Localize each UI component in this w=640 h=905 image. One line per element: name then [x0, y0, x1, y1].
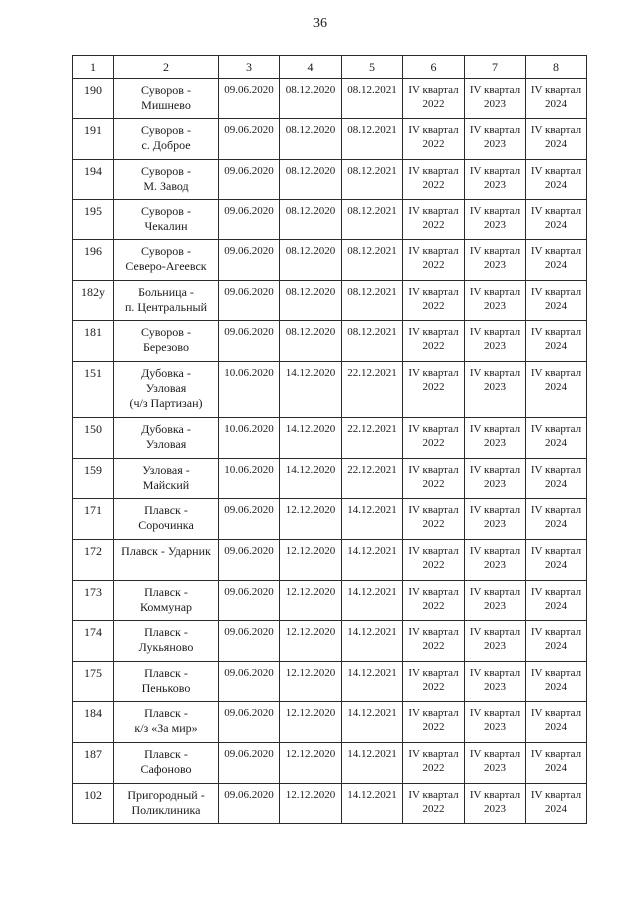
quarter-cell: IV квартал 2024 — [526, 743, 587, 784]
quarter-cell: IV квартал 2022 — [403, 621, 465, 662]
row-number: 102 — [73, 784, 114, 824]
route-name: Плавск - Коммунар — [114, 581, 219, 621]
quarter-cell: IV квартал 2024 — [526, 621, 587, 662]
quarter-cell: IV квартал 2024 — [526, 79, 587, 119]
table-row — [73, 119, 587, 160]
date-cell: 14.12.2021 — [342, 662, 403, 702]
route-name: Плавск - Ударник — [114, 540, 219, 581]
header-row — [73, 56, 587, 79]
quarter-cell: IV квартал 2022 — [403, 459, 465, 499]
quarter-cell: IV квартал 2023 — [465, 79, 526, 119]
date-cell: 10.06.2020 — [219, 459, 280, 499]
date-cell: 08.12.2021 — [342, 321, 403, 362]
route-name: Дубовка - Узловая — [114, 418, 219, 459]
date-cell: 22.12.2021 — [342, 418, 403, 459]
date-cell: 09.06.2020 — [219, 702, 280, 743]
quarter-cell: IV квартал 2022 — [403, 784, 465, 824]
quarter-cell: IV квартал 2023 — [465, 281, 526, 321]
quarter-cell: IV квартал 2024 — [526, 784, 587, 824]
table-row — [73, 662, 587, 702]
date-cell: 09.06.2020 — [219, 321, 280, 362]
date-cell: 08.12.2021 — [342, 119, 403, 160]
quarter-cell: IV квартал 2023 — [465, 119, 526, 160]
date-cell: 09.06.2020 — [219, 621, 280, 662]
quarter-cell: IV квартал 2023 — [465, 418, 526, 459]
quarter-cell: IV квартал 2023 — [465, 200, 526, 240]
row-number: 191 — [73, 119, 114, 160]
date-cell: 14.12.2020 — [280, 362, 342, 418]
date-cell: 09.06.2020 — [219, 499, 280, 540]
quarter-cell: IV квартал 2024 — [526, 702, 587, 743]
route-name: Суворов - Чекалин — [114, 200, 219, 240]
date-cell: 09.06.2020 — [219, 743, 280, 784]
quarter-cell: IV квартал 2023 — [465, 702, 526, 743]
table-row — [73, 160, 587, 200]
date-cell: 12.12.2020 — [280, 662, 342, 702]
quarter-cell: IV квартал 2023 — [465, 743, 526, 784]
page-number: 36 — [313, 16, 327, 31]
table-row — [73, 281, 587, 321]
date-cell: 09.06.2020 — [219, 79, 280, 119]
quarter-cell: IV квартал 2023 — [465, 459, 526, 499]
table-row — [73, 499, 587, 540]
date-cell: 12.12.2020 — [280, 743, 342, 784]
date-cell: 22.12.2021 — [342, 459, 403, 499]
date-cell: 08.12.2020 — [280, 321, 342, 362]
quarter-cell: IV квартал 2022 — [403, 160, 465, 200]
quarter-cell: IV квартал 2023 — [465, 662, 526, 702]
table-row — [73, 240, 587, 281]
date-cell: 08.12.2020 — [280, 79, 342, 119]
date-cell: 09.06.2020 — [219, 200, 280, 240]
date-cell: 09.06.2020 — [219, 662, 280, 702]
date-cell: 08.12.2020 — [280, 240, 342, 281]
quarter-cell: IV квартал 2022 — [403, 119, 465, 160]
quarter-cell: IV квартал 2024 — [526, 119, 587, 160]
table-row — [73, 200, 587, 240]
table-row — [73, 784, 587, 824]
date-cell: 14.12.2021 — [342, 621, 403, 662]
row-number: 159 — [73, 459, 114, 499]
routes-table — [72, 55, 587, 824]
quarter-cell: IV квартал 2024 — [526, 581, 587, 621]
table-row — [73, 540, 587, 581]
date-cell: 08.12.2020 — [280, 160, 342, 200]
quarter-cell: IV квартал 2023 — [465, 499, 526, 540]
quarter-cell: IV квартал 2022 — [403, 240, 465, 281]
table-row — [73, 743, 587, 784]
date-cell: 09.06.2020 — [219, 540, 280, 581]
row-number: 173 — [73, 581, 114, 621]
date-cell: 14.12.2021 — [342, 499, 403, 540]
date-cell: 14.12.2021 — [342, 702, 403, 743]
quarter-cell: IV квартал 2024 — [526, 662, 587, 702]
date-cell: 14.12.2021 — [342, 540, 403, 581]
date-cell: 10.06.2020 — [219, 418, 280, 459]
route-name: Плавск - Сафоново — [114, 743, 219, 784]
table-row — [73, 621, 587, 662]
route-name: Плавск - к/з «За мир» — [114, 702, 219, 743]
row-number: 184 — [73, 702, 114, 743]
route-name: Плавск - Сорочинка — [114, 499, 219, 540]
row-number: 196 — [73, 240, 114, 281]
column-header: 8 — [526, 56, 587, 79]
date-cell: 12.12.2020 — [280, 702, 342, 743]
date-cell: 12.12.2020 — [280, 499, 342, 540]
row-number: 150 — [73, 418, 114, 459]
route-name: Суворов - с. Доброе — [114, 119, 219, 160]
date-cell: 12.12.2020 — [280, 581, 342, 621]
quarter-cell: IV квартал 2024 — [526, 362, 587, 418]
date-cell: 10.06.2020 — [219, 362, 280, 418]
table-row — [73, 702, 587, 743]
date-cell: 12.12.2020 — [280, 540, 342, 581]
column-header: 3 — [219, 56, 280, 79]
date-cell: 08.12.2021 — [342, 160, 403, 200]
table-row — [73, 362, 587, 418]
date-cell: 09.06.2020 — [219, 119, 280, 160]
row-number: 172 — [73, 540, 114, 581]
quarter-cell: IV квартал 2024 — [526, 160, 587, 200]
row-number: 171 — [73, 499, 114, 540]
quarter-cell: IV квартал 2022 — [403, 418, 465, 459]
quarter-cell: IV квартал 2023 — [465, 784, 526, 824]
quarter-cell: IV квартал 2023 — [465, 240, 526, 281]
column-header: 5 — [342, 56, 403, 79]
route-name: Суворов - Северо-Агеевск — [114, 240, 219, 281]
row-number: 181 — [73, 321, 114, 362]
quarter-cell: IV квартал 2022 — [403, 281, 465, 321]
quarter-cell: IV квартал 2023 — [465, 160, 526, 200]
column-header: 1 — [73, 56, 114, 79]
quarter-cell: IV квартал 2023 — [465, 362, 526, 418]
row-number: 187 — [73, 743, 114, 784]
route-name: Дубовка - Узловая (ч/з Партизан) — [114, 362, 219, 418]
row-number: 175 — [73, 662, 114, 702]
date-cell: 09.06.2020 — [219, 160, 280, 200]
quarter-cell: IV квартал 2024 — [526, 281, 587, 321]
date-cell: 08.12.2021 — [342, 79, 403, 119]
quarter-cell: IV квартал 2024 — [526, 499, 587, 540]
column-header: 7 — [465, 56, 526, 79]
date-cell: 14.12.2020 — [280, 418, 342, 459]
quarter-cell: IV квартал 2022 — [403, 540, 465, 581]
row-number: 151 — [73, 362, 114, 418]
column-header: 6 — [403, 56, 465, 79]
date-cell: 14.12.2020 — [280, 459, 342, 499]
quarter-cell: IV квартал 2022 — [403, 662, 465, 702]
quarter-cell: IV квартал 2023 — [465, 321, 526, 362]
quarter-cell: IV квартал 2024 — [526, 459, 587, 499]
quarter-cell: IV квартал 2022 — [403, 581, 465, 621]
table-row — [73, 79, 587, 119]
date-cell: 09.06.2020 — [219, 784, 280, 824]
route-name: Пригородный - Поликлиника — [114, 784, 219, 824]
quarter-cell: IV квартал 2024 — [526, 418, 587, 459]
route-name: Плавск - Лукьяново — [114, 621, 219, 662]
table-row — [73, 418, 587, 459]
quarter-cell: IV квартал 2023 — [465, 581, 526, 621]
date-cell: 08.12.2020 — [280, 281, 342, 321]
route-name: Узловая - Майский — [114, 459, 219, 499]
route-name: Суворов - Мишнево — [114, 79, 219, 119]
route-name: Суворов - М. Завод — [114, 160, 219, 200]
date-cell: 12.12.2020 — [280, 621, 342, 662]
row-number: 174 — [73, 621, 114, 662]
date-cell: 09.06.2020 — [219, 281, 280, 321]
date-cell: 08.12.2021 — [342, 240, 403, 281]
quarter-cell: IV квартал 2022 — [403, 743, 465, 784]
quarter-cell: IV квартал 2023 — [465, 621, 526, 662]
route-name: Больница - п. Центральный — [114, 281, 219, 321]
date-cell: 14.12.2021 — [342, 784, 403, 824]
quarter-cell: IV квартал 2022 — [403, 499, 465, 540]
quarter-cell: IV квартал 2024 — [526, 200, 587, 240]
quarter-cell: IV квартал 2022 — [403, 321, 465, 362]
column-header: 2 — [114, 56, 219, 79]
row-number: 182у — [73, 281, 114, 321]
table-row — [73, 459, 587, 499]
date-cell: 08.12.2020 — [280, 119, 342, 160]
date-cell: 08.12.2020 — [280, 200, 342, 240]
row-number: 195 — [73, 200, 114, 240]
date-cell: 09.06.2020 — [219, 240, 280, 281]
date-cell: 08.12.2021 — [342, 200, 403, 240]
quarter-cell: IV квартал 2022 — [403, 200, 465, 240]
quarter-cell: IV квартал 2022 — [403, 79, 465, 119]
quarter-cell: IV квартал 2024 — [526, 321, 587, 362]
quarter-cell: IV квартал 2023 — [465, 540, 526, 581]
date-cell: 09.06.2020 — [219, 581, 280, 621]
table-row — [73, 321, 587, 362]
quarter-cell: IV квартал 2022 — [403, 362, 465, 418]
row-number: 194 — [73, 160, 114, 200]
route-name: Суворов - Березово — [114, 321, 219, 362]
column-header: 4 — [280, 56, 342, 79]
date-cell: 08.12.2021 — [342, 281, 403, 321]
quarter-cell: IV квартал 2024 — [526, 540, 587, 581]
row-number: 190 — [73, 79, 114, 119]
quarter-cell: IV квартал 2022 — [403, 702, 465, 743]
date-cell: 12.12.2020 — [280, 784, 342, 824]
date-cell: 14.12.2021 — [342, 743, 403, 784]
date-cell: 22.12.2021 — [342, 362, 403, 418]
date-cell: 14.12.2021 — [342, 581, 403, 621]
route-name: Плавск - Пеньково — [114, 662, 219, 702]
table-row — [73, 581, 587, 621]
quarter-cell: IV квартал 2024 — [526, 240, 587, 281]
